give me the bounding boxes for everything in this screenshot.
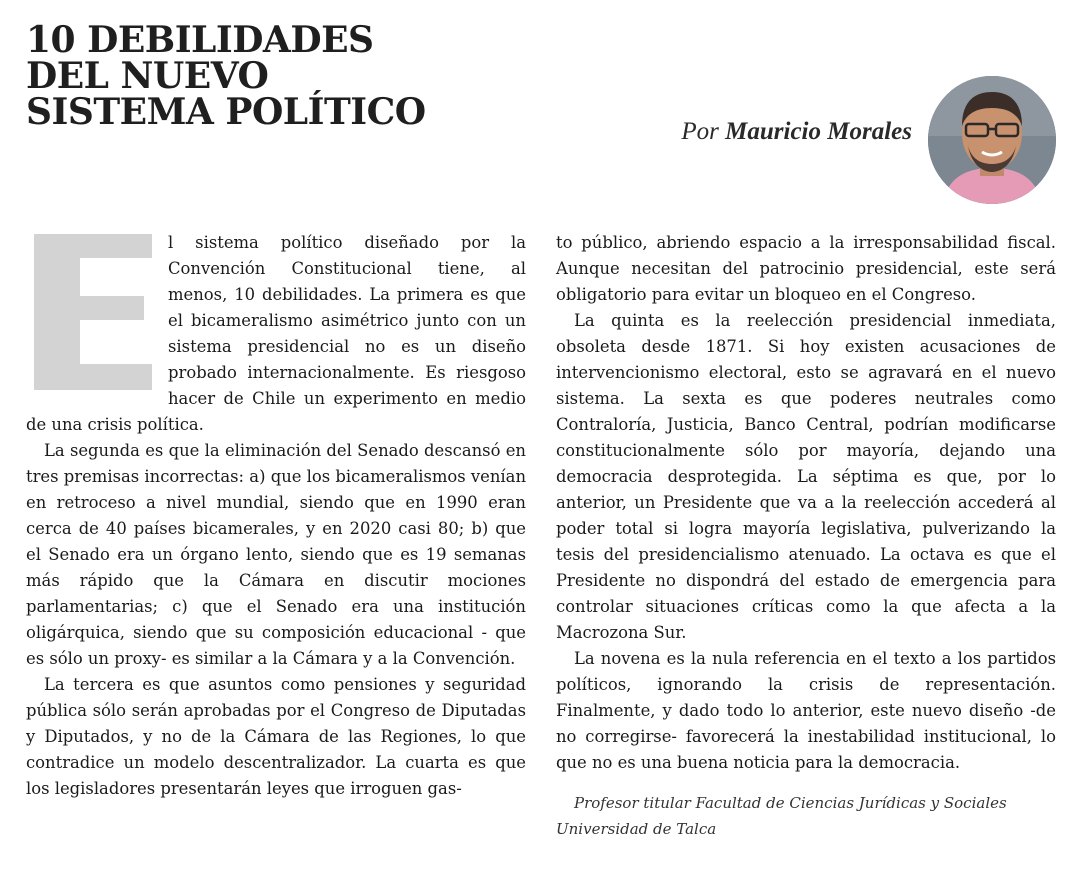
drop-cap xyxy=(34,234,154,394)
paragraph-2: La segunda es que la eliminación del Senado descansó en tres premisas incorrectas: a) que los bicameralismos venían en retroceso a nivel mundial, siendo que en 1990 eran cerca de 40 países bicamerales, y en 2020 casi 80; b) que el Senado era un órgano lento, siendo que es 19 semanas más rápido que la Cámara en discutir mociones parlamentarias; c) que el Senado era una institución oligárquica, siendo que su composición educacional - que es sólo un proxy- es similar a la Cámara y a la Convención. xyxy=(26,441,526,668)
byline xyxy=(681,118,912,146)
drop-cap-letter xyxy=(34,394,35,395)
paragraph-3-part-2: to público, abriendo espacio a la irresponsabilidad fiscal. Aunque necesitan del patrocinio presidencial, este será obligatorio para evitar un bloqueo en el Congreso. xyxy=(556,233,1056,304)
drop-cap-e-icon xyxy=(34,234,154,394)
author-title: Profesor titular Facultad de Ciencias Jurídicas y Sociales xyxy=(574,794,1007,812)
paragraph-1 xyxy=(26,230,526,438)
author-institution: Universidad de Talca xyxy=(556,820,717,838)
author-portrait-icon xyxy=(928,76,1056,204)
author-name: Mauricio Morales xyxy=(725,118,912,145)
byline-prefix: Por xyxy=(681,118,719,145)
column-right xyxy=(556,230,1056,776)
paragraph-5: La novena es la nula referencia en el texto a los partidos políticos, ignorando la crisis de representación. Finalmente, y dado todo lo anterior, este nuevo diseño -de no corregirse- favorecerá la inestabilidad institucional, lo que no es una buena noticia para la democracia. xyxy=(556,649,1056,772)
paragraph-3-part-1: La tercera es que asuntos como pensiones y seguridad pública sólo serán aprobadas por el Congreso de Diputadas y Diputados, y no de la Cámara de las Regiones, lo que contradice un modelo descentralizador. La cuarta es que los legisladores presentarán leyes que irroguen gas- xyxy=(26,675,526,798)
author-credentials xyxy=(556,790,1056,842)
paragraph-1-text: l sistema político diseñado por la Convención Constitucional tiene, al menos, 10 debilidades. La primera es que el bicameralismo asimétrico junto con un sistema presidencial no es un diseño probado internacionalmente. Es riesgoso hacer de Chile un experimento en medio de una crisis política. xyxy=(26,233,526,434)
headline: 10 DEBILIDADES DEL NUEVO SISTEMA POLÍTICO xyxy=(26,19,426,133)
author-photo xyxy=(928,76,1056,204)
paragraph-4: La quinta es la reelección presidencial inmediata, obsoleta desde 1871. Si hoy existen acusaciones de intervencionismo electoral, esto se agravará en el nuevo sistema. La sexta es que poderes neutrales como Contraloría, Justicia, Banco Central, podrían modificarse constitucionalmente sólo por mayoría, dejando una democracia desprotegida. La séptima es que, por lo anterior, un Presidente que va a la reelección accederá al poder total si logra mayoría legislativa, pulverizando la tesis del presidencialismo atenuado. La octava es que el Presidente no dispondrá del estado de emergencia para controlar situaciones críticas como la que afecta a la Macrozona Sur. xyxy=(556,311,1056,642)
column-left xyxy=(26,230,526,802)
